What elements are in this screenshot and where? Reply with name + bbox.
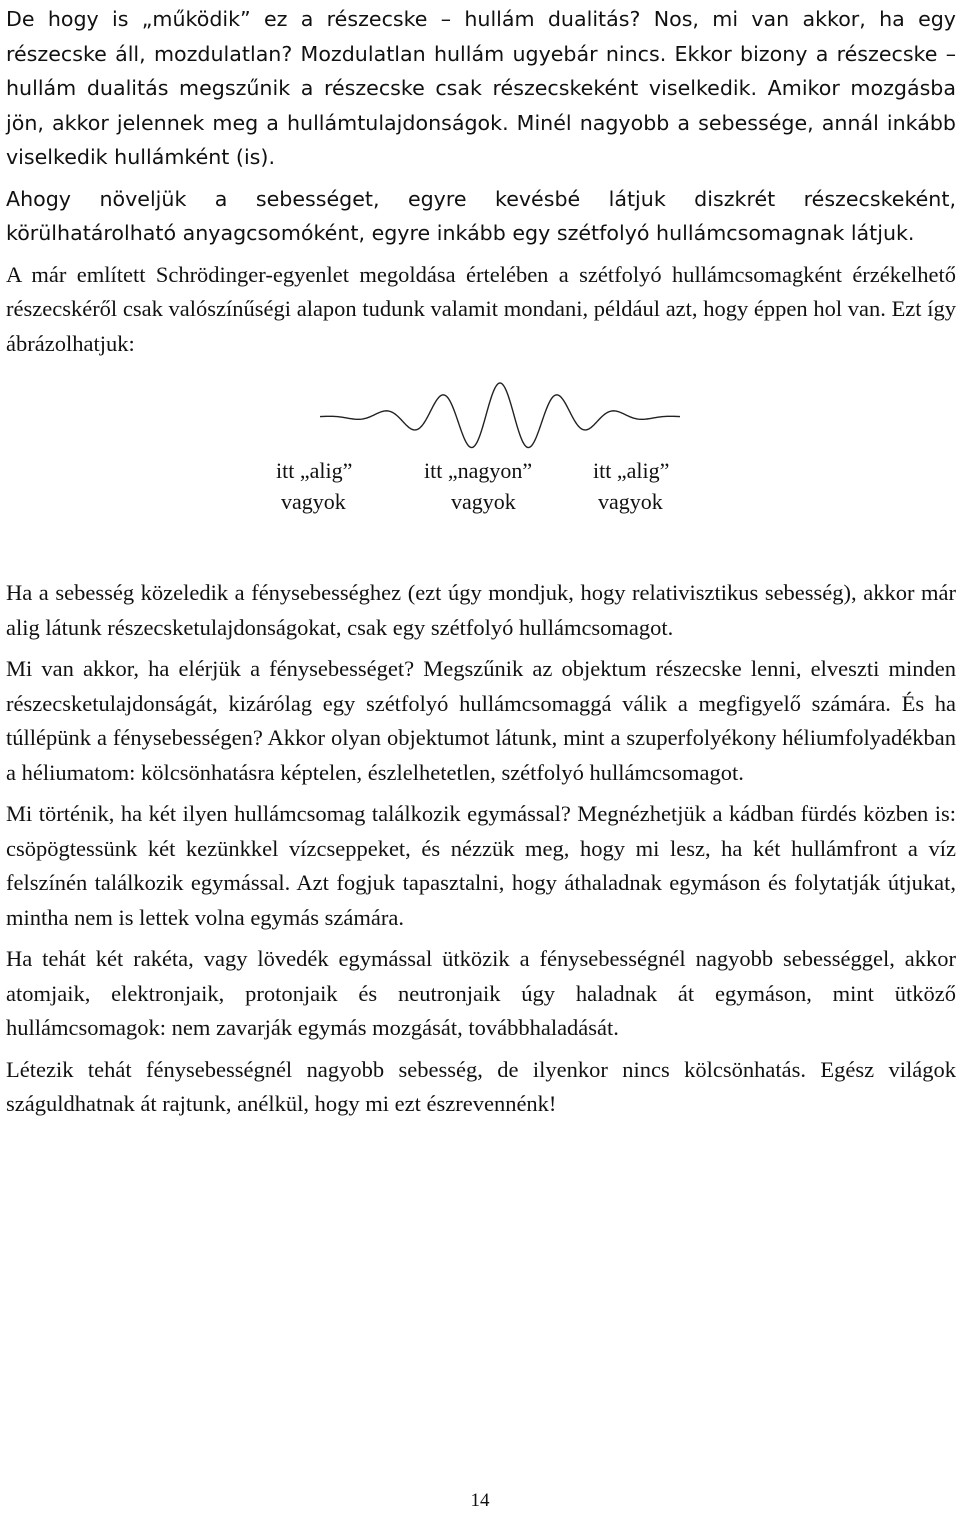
label-right-top: itt „alig”: [593, 458, 670, 483]
paragraph-8: Létezik tehát fénysebességnél nagyobb sebesség, de ilyenkor nincs kölcsönhatás. Egész világok száguldhatnak át rajtunk, anélkül, hogy mi ezt észrevennénk!: [6, 1056, 956, 1116]
wave-packet-figure: [6, 361, 956, 576]
wave-packet-curve: [320, 375, 680, 455]
label-left-top: itt „alig”: [276, 458, 353, 483]
paragraph-3: A már említett Schrödinger-egyenlet megoldása értelében a szétfolyó hullámcsomagként érzékelhető részecskéről csak valószínűségi alapon tudunk valamit mondani, például azt, hogy éppen hol van. Ezt így ábrázolhatjuk:: [6, 261, 956, 356]
paragraph-1: De hogy is „működik” ez a részecske – hullám dualitás? Nos, mi van akkor, ha egy részecske áll, mozdulatlan? Mozdulatlan hullám ugyebár nincs. Ekkor bizony a részecske – hullám dualitás megszűnik a részecske csak részecskeként viselkedik. Amikor mozgásba jön, akkor jelennek meg a hullámtulajdonságok. Minél nagyobb a sebessége, annál inkább viselkedik hullámként (is).: [6, 7, 956, 169]
paragraph-6: Mi történik, ha két ilyen hullámcsomag találkozik egymással? Megnézhetjük a kádban fürdés közben is: csöpögtessünk két kezünkkel vízcseppeket, és nézzük meg, hogy mi lesz, ha két hullámfront a víz felszínén találkozik egymással. Azt fogjuk tapasztalni, hogy áthaladnak egymáson és folytatják útjukat, mintha nem is lettek volna egymás számára.: [6, 801, 956, 930]
paragraph-4: Ha a sebesség közeledik a fénysebességhez (ezt úgy mondjuk, hogy relativisztikus sebesség), akkor már alig látunk részecsketulajdonságokat, csak egy szétfolyó hullámcsomagot.: [6, 580, 956, 640]
page-number: 14: [470, 1490, 490, 1511]
label-center-top: itt „nagyon”: [424, 458, 533, 483]
label-center-bottom: vagyok: [451, 489, 516, 514]
document-page: [6, 0, 956, 1122]
label-right-bottom: vagyok: [598, 489, 663, 514]
paragraph-2: Ahogy növeljük a sebességet, egyre kevésbé látjuk diszkrét részecskeként, körülhatárolható anyagcsomóként, egyre inkább egy szétfolyó hullámcsomagnak látjuk.: [6, 186, 956, 245]
label-left-bottom: vagyok: [281, 489, 346, 514]
paragraph-5: Mi van akkor, ha elérjük a fénysebességet? Megszűnik az objektum részecske lenni, elveszti minden részecsketulajdonságát, kizárólag egy szétfolyó hullámcsomaggá válik a megfigyelő számára. És ha túllépünk a fénysebességen? Akkor olyan objektumot látunk, mint a szuperfolyékony héliumfolyadékban a héliumatom: kölcsönhatásra képtelen, észlelhetetlen, szétfolyó hullámcsomagot.: [6, 656, 956, 785]
paragraph-7: Ha tehát két rakéta, vagy lövedék egymással ütközik a fénysebességnél nagyobb sebességgel, akkor atomjaik, elektronjaik, protonjaik és neutronjaik úgy haladnak át egymáson, mint ütköző hullámcsomagok: nem zavarják egymás mozgását, továbbhaladását.: [6, 946, 956, 1040]
